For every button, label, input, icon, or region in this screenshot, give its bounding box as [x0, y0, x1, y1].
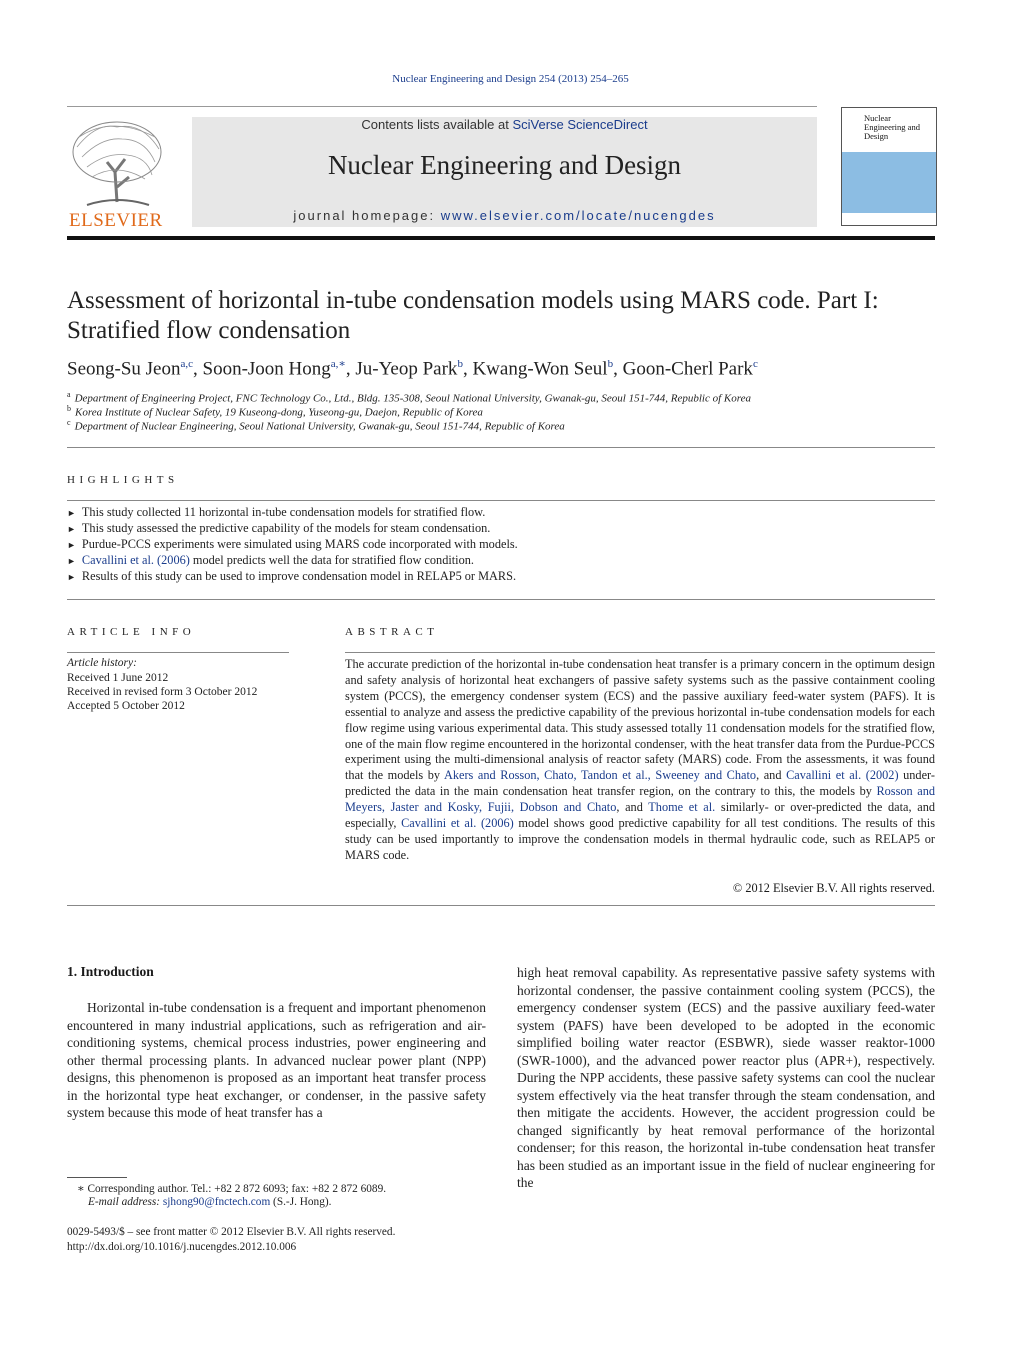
abstract-text: The accurate prediction of the horizontal in-tube condensation heat transfer is a primary concern in the optimum design and safety analysis of horizontal heat exchangers of passive safety systems such as the passive containment cooling system (PCCS), the emergency condenser system (ECS) and the passive auxiliary feed-water system (PAFS). It is essential to analyze and assess the predictive capability of the previous horizontal in-tube condensation models for each flow regime using various experimental data. This study assessed totally 11 condensation models for the stratified flow, one of the main flow regime encountered in the horizontal condenser, with the heat transfer data from the Purdue-PCCS experiment using the multi-dimensional analysis of reactor safety (MARS) code. From the assessments, it was found that the models by: [345, 657, 935, 783]
email-suffix: (S.-J. Hong).: [270, 1196, 332, 1208]
cover-blue-panel: [842, 152, 936, 213]
affiliation-b: [67, 404, 937, 419]
highlight-item: [67, 553, 474, 568]
article-title-line-2: Stratified flow condensation: [67, 317, 351, 344]
highlight-text: This study assessed the predictive capability of the models for steam condensation.: [81, 521, 491, 535]
affiliation-c: [67, 418, 937, 433]
introduction-right-column: high heat removal capability. As representative passive safety systems with horizontal condenser, the passive containment cooling system (PCCS), the emergency condenser system (ECS) and the passive auxiliary feed-water system (PAFS) have been developed to be adopted in the economic simplified boiling water reactor (ESBWR), siede wasser reaktor-1000 (SWR-1000), and the advanced power reactor plus (APR+), respectively. During the NPP accidents, these passive safety systems can cool the nuclear system effectively via the heat transfer through the steam condensation, and then mitigate the accidents. However, the accident progression could be changed significantly by heat removal performance of the horizontal condenser; for this reason, the horizontal in-tube condensation heat transfer has been studied as an important issue in the field of nuclear engineering for the: [517, 965, 935, 1190]
abstract-reference-link[interactable]: Cavallini et al. (2002): [786, 768, 899, 783]
journal-cover-thumbnail[interactable]: [841, 107, 937, 226]
abstract-text: , and: [756, 768, 787, 783]
abstract-reference-link[interactable]: Cavallini et al. (2006): [401, 816, 514, 831]
abstract-reference-link[interactable]: Akers and Rosson, Chato, Tandon et al., Sweeney and Chato: [443, 768, 757, 783]
highlight-text: Results of this study can be used to improve condensation model in RELAP5 or MARS.: [81, 569, 517, 583]
cover-footer: [842, 214, 936, 225]
affiliation-text: Department of Engineering Project, FNC Technology Co., Ltd., Bldg. 135-308, Seoul National University, Gwanak-gu, Seoul 151-744, Republic of Korea: [74, 392, 751, 405]
abstract-rule: [345, 652, 935, 653]
author-name[interactable]: Ju-Yeop Park: [355, 358, 458, 380]
affiliation-a: [67, 390, 937, 405]
highlight-item: [67, 569, 516, 584]
affiliation-text: Korea Institute of Nuclear Safety, 19 Kuseong-dong, Yuseong-gu, Daejon, Republic of Korea: [75, 406, 483, 419]
abstract-reference-link[interactable]: Thome et al.: [648, 800, 716, 815]
abstract-text: under-predicted the data in the main condensation heat transfer region, on the contrary to this, the models by: [345, 768, 935, 799]
triangle-bullet-icon: ►: [67, 556, 76, 566]
abstract-bottom-rule: [67, 905, 935, 906]
affiliation-key: c: [67, 418, 71, 427]
abstract-copyright: © 2012 Elsevier B.V. All rights reserved.: [732, 881, 935, 895]
journal-citation[interactable]: Nuclear Engineering and Design 254 (2013) 254–265: [392, 73, 629, 85]
issn-note: 0029-5493/$ – see front matter © 2012 Elsevier B.V. All rights reserved.: [67, 1226, 396, 1238]
contents-prefix: Contents lists available at: [361, 117, 513, 132]
highlight-text: Purdue-PCCS experiments were simulated using MARS code incorporated with models.: [81, 537, 518, 551]
contents-line: [192, 117, 817, 132]
revised-date: Received in revised form 3 October 2012: [67, 686, 258, 698]
elsevier-tree-icon: [67, 117, 167, 229]
sciencedirect-link[interactable]: SciVerse ScienceDirect: [512, 117, 648, 132]
article-info-rule: [67, 652, 289, 653]
homepage-prefix: journal homepage:: [293, 208, 441, 223]
highlights-top-rule: [67, 500, 935, 501]
highlight-item: [67, 505, 485, 520]
author-name[interactable]: Kwang-Won Seul: [472, 358, 608, 380]
triangle-bullet-icon: ►: [67, 572, 76, 582]
elsevier-logo[interactable]: [67, 117, 167, 229]
homepage-link[interactable]: www.elsevier.com/locate/nucengdes: [440, 208, 716, 223]
author-name[interactable]: Soon-Joon Hong: [202, 358, 331, 380]
highlight-item: [67, 521, 490, 536]
cover-title: Nuclear Engineering and Design: [864, 113, 920, 141]
affiliation-divider: [67, 447, 935, 448]
article-title-line-1: Assessment of horizontal in-tube condensation models using MARS code. Part I:: [67, 287, 879, 314]
accepted-date: Accepted 5 October 2012: [67, 700, 185, 712]
highlight-text: model predicts well the data for stratified flow condition.: [192, 553, 474, 567]
author-name[interactable]: Seong-Su Jeon: [67, 358, 181, 380]
footnote-rule: [67, 1177, 127, 1178]
received-date: Received 1 June 2012: [67, 672, 169, 684]
introduction-left-column: Horizontal in-tube condensation is a frequent and important phenomenon encountered in many industrial applications, such as refrigeration and air-conditioning systems, chemical process industries, power engineering and other thermal processing plants. In advanced nuclear power plant (NPP) designs, this phenomenon is proposed as an important heat transfer process in the horizontal type heat exchanger, or condenser, in the passive safety system because this mode of heat transfer has a: [67, 1000, 486, 1120]
affiliation-key: a: [67, 390, 71, 399]
email-note: [88, 1196, 331, 1208]
abstract-reference-link[interactable]: Rosson and Meyers, Jaster and Kosky, Fujii, Dobson and Chato: [345, 784, 935, 815]
author-affiliation-marker[interactable]: a,∗: [330, 358, 346, 370]
triangle-bullet-icon: ►: [67, 508, 76, 518]
highlight-item: [67, 537, 518, 552]
email-link[interactable]: sjhong90@fnctech.com: [162, 1196, 271, 1208]
affiliation-key: b: [67, 404, 71, 413]
author-affiliation-marker[interactable]: a,c: [180, 358, 193, 370]
header-top-rule: [67, 106, 817, 107]
triangle-bullet-icon: ►: [67, 540, 76, 550]
header-thick-rule: [67, 236, 935, 240]
introduction-heading: 1. Introduction: [67, 964, 154, 979]
email-label: E-mail address:: [88, 1196, 163, 1208]
affiliation-text: Department of Nuclear Engineering, Seoul National University, Gwanak-gu, Seoul 151-744, Republic of Korea: [74, 420, 565, 433]
article-info-heading: ARTICLE INFO: [67, 626, 196, 638]
article-history-label: Article history:: [67, 657, 137, 669]
author-affiliation-marker[interactable]: c: [752, 358, 758, 370]
author-affiliation-marker[interactable]: b: [607, 358, 614, 370]
highlight-text: This study collected 11 horizontal in-tube condensation models for stratified flow.: [81, 505, 486, 519]
doi-link[interactable]: http://dx.doi.org/10.1016/j.nucengdes.2012.10.006: [67, 1241, 297, 1253]
abstract-text: model shows good predictive capability for all test conditions. The results of this study can be used importantly to improve the condensation models in thermal hydraulic code, such as RELAP5 or MARS code.: [345, 816, 935, 862]
author-name[interactable]: Goon-Cherl Park: [622, 358, 753, 380]
abstract-body: [345, 657, 935, 864]
journal-homepage: [192, 208, 817, 223]
elsevier-wordmark: ELSEVIER: [69, 210, 163, 229]
author-affiliation-marker[interactable]: b: [457, 358, 463, 370]
corresponding-author-note: ∗ Corresponding author. Tel.: +82 2 872 6093; fax: +82 2 872 6089.: [77, 1183, 387, 1195]
highlights-heading: HIGHLIGHTS: [67, 474, 179, 486]
highlights-bottom-rule: [67, 599, 935, 600]
abstract-text: similarly- or over-predicted the data, and especially,: [345, 800, 935, 831]
author-list: Seong-Su Jeon$^{a,c}$, Soon-Joon Hong$^{a,∗}$, Ju-Yeop Park$^b$, Kwang-Won Seul$^b$, Goon-Cherl Park$^c$: [67, 358, 758, 380]
triangle-bullet-icon: ►: [67, 524, 76, 534]
article-title: [67, 286, 947, 346]
highlight-reference-link[interactable]: Cavallini et al. (2006): [81, 553, 190, 567]
journal-title: Nuclear Engineering and Design: [327, 150, 682, 180]
abstract-heading: ABSTRACT: [345, 626, 439, 638]
abstract-text: , and: [616, 800, 649, 815]
